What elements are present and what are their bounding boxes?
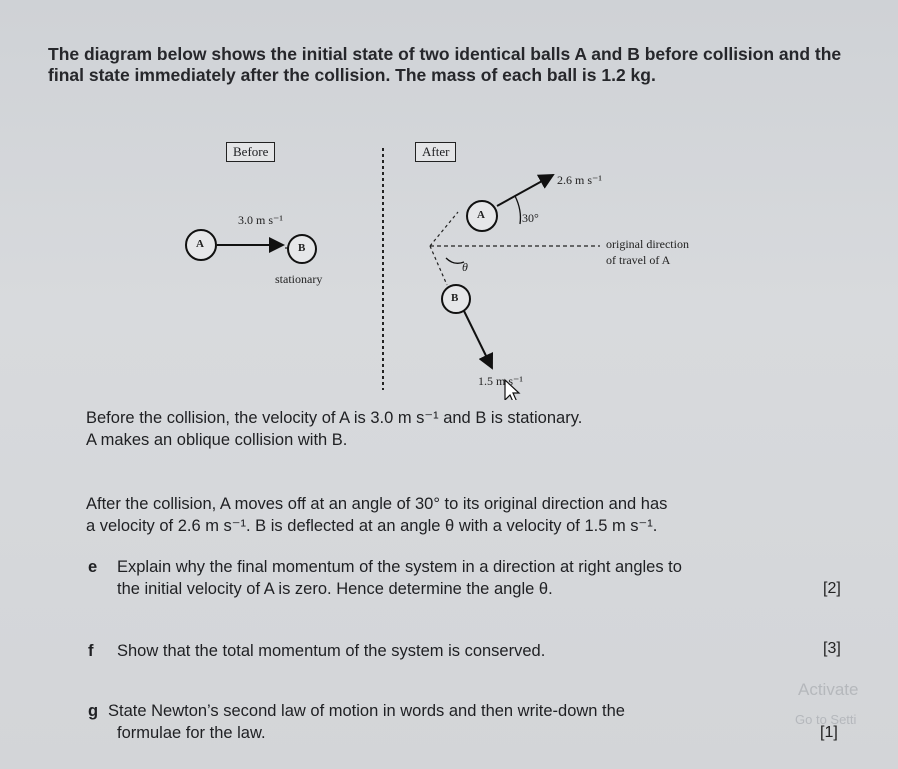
settings-watermark: Go to Setti	[795, 712, 857, 727]
velocity-a-after-label: 2.6 m s⁻¹	[557, 173, 602, 187]
question-f-letter: f	[88, 642, 94, 660]
para2-line2: a velocity of 2.6 m s⁻¹. B is deflected at an angle θ with a velocity of 1.5 m s⁻¹.	[86, 517, 658, 535]
velocity-arrow-b-after	[464, 311, 492, 368]
ball-b-before-label: B	[298, 242, 306, 254]
ball-b-after-label: B	[451, 292, 459, 304]
after-label: After	[415, 142, 456, 162]
original-direction-label-2: of travel of A	[606, 253, 671, 267]
question-g-letter: g	[88, 702, 99, 720]
question-g-line1: State Newton’s second law of motion in words and then write-down the	[108, 702, 625, 720]
question-e-marks: [2]	[823, 580, 841, 597]
ball-a-before-label: A	[196, 238, 204, 250]
question-f-marks: [3]	[823, 640, 841, 657]
para1-line1: Before the collision, the velocity of A is 3.0 m s⁻¹ and B is stationary.	[86, 409, 583, 427]
velocity-before-label: 3.0 m s⁻¹	[238, 213, 283, 227]
question-e-line1: Explain why the final momentum of the system in a direction at right angles to	[117, 558, 682, 576]
question-e-letter: e	[88, 558, 98, 576]
before-label: Before	[226, 142, 275, 162]
question-f-line1: Show that the total momentum of the system is conserved.	[117, 642, 546, 660]
question-e-line2: the initial velocity of A is zero. Hence determine the angle θ.	[117, 580, 553, 598]
ball-a-after-label: A	[477, 209, 485, 221]
velocity-arrow-a-after	[497, 175, 553, 206]
question-g-marks: [1]	[820, 724, 838, 741]
angle-30-label: 30°	[522, 211, 539, 225]
para2-line1: After the collision, A moves off at an angle of 30° to its original direction and has	[86, 495, 668, 513]
angle-theta-label: θ	[462, 260, 468, 274]
original-direction-label-1: original direction	[606, 237, 689, 251]
activate-watermark: Activate	[798, 680, 859, 699]
para1-line2: A makes an oblique collision with B.	[86, 431, 348, 449]
stationary-label: stationary	[275, 272, 323, 286]
intro-text: The diagram below shows the initial state of two identical balls A and B before collision and the final state immediately after the collision. The mass of each ball is 1.2 kg.	[48, 44, 842, 85]
velocity-b-after-label: 1.5 m s⁻¹	[478, 374, 523, 388]
question-g-line2: formulae for the law.	[117, 724, 266, 742]
